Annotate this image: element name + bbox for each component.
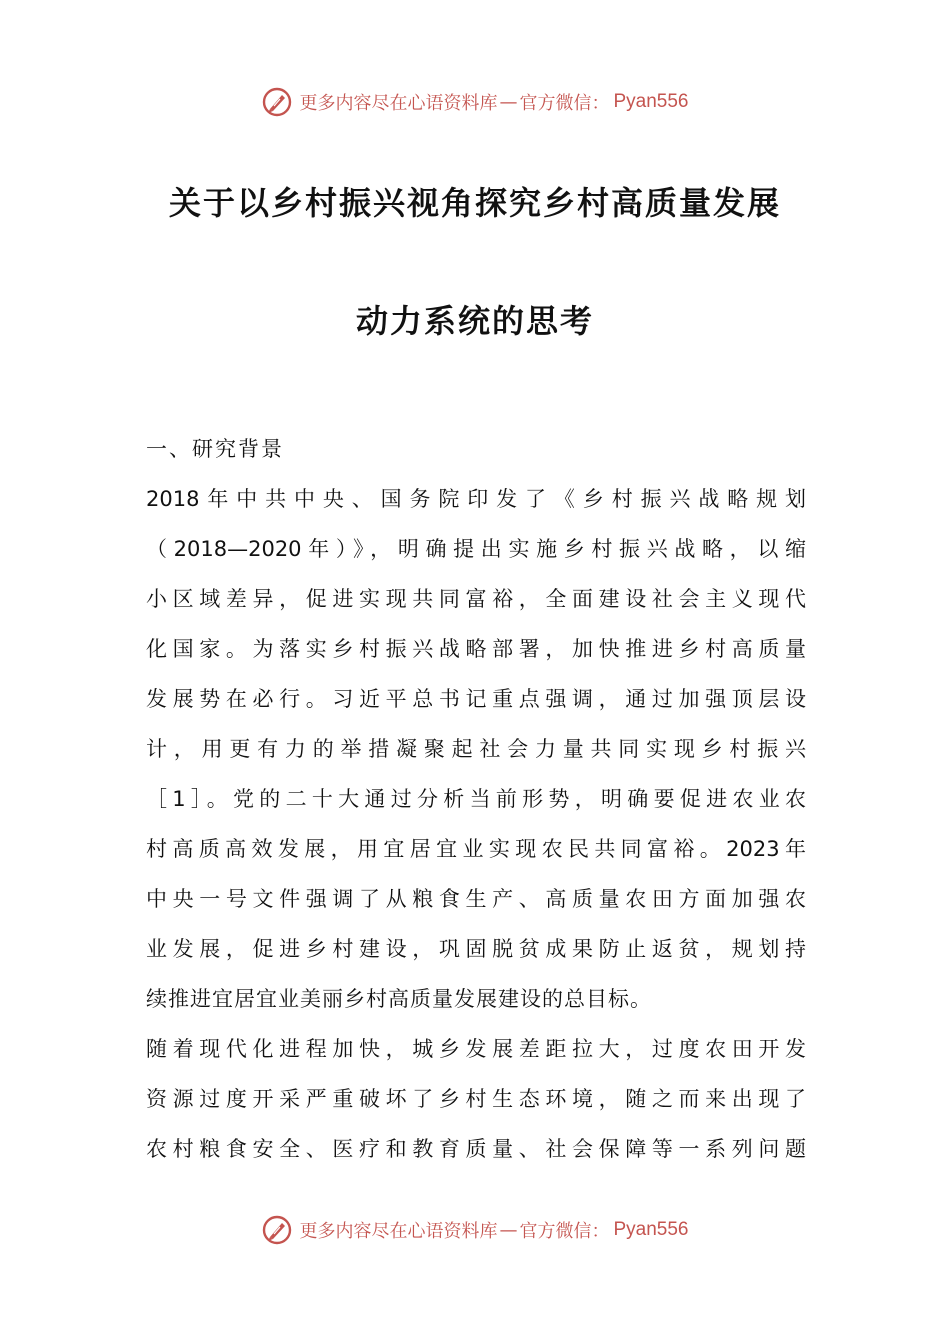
paragraph-1 — [146, 474, 806, 1024]
paragraph-line: 资源过度开采严重破坏了乡村生态环境，随之而来出现了 — [146, 1087, 806, 1111]
watermark-contact-label: 官方微信： — [519, 93, 610, 114]
watermark-text: 更多内容尽在心语资料库 — [299, 1221, 498, 1242]
paragraph-line: 中央一号文件强调了从粮食生产、高质量农田方面加强农 — [146, 887, 806, 911]
paragraph-line: 随着现代化进程加快，城乡发展差距拉大，过度农田开发 — [146, 1037, 806, 1061]
paragraph-line: 小区域差异，促进实现共同富裕，全面建设社会主义现代 — [146, 587, 806, 611]
paragraph-line: 化国家。为落实乡村振兴战略部署，加快推进乡村高质量 — [146, 637, 806, 661]
section-heading: 一、研究背景 — [146, 437, 284, 461]
header-watermark — [0, 82, 950, 122]
watermark-text: 更多内容尽在心语资料库 — [299, 93, 498, 114]
watermark-separator: — — [499, 1219, 518, 1241]
watermark-contact-id: Pyan556 — [613, 91, 689, 112]
paragraph-line: 续推进宜居宜业美丽乡村高质量发展建设的总目标。 — [146, 987, 652, 1011]
paragraph-line: 2018年中共中央、国务院印发了《乡村振兴战略规划 — [146, 487, 806, 511]
watermark-contact-label: 官方微信： — [519, 1221, 610, 1242]
pen-logo-icon — [261, 86, 293, 118]
paragraph-line: 计，用更有力的举措凝聚起社会力量共同实现乡村振兴 — [146, 737, 806, 761]
document-title-line-2: 动力系统的思考 — [355, 302, 594, 340]
paragraph-line: ［1］。党的二十大通过分析当前形势，明确要促进农业农 — [146, 787, 806, 811]
document-body — [146, 424, 806, 1174]
paragraph-line: 村高质高效发展，用宜居宜业实现农民共同富裕。2023年 — [146, 837, 806, 861]
footer-watermark — [0, 1210, 950, 1250]
paragraph-line: 业发展，促进乡村建设，巩固脱贫成果防止返贫，规划持 — [146, 937, 806, 961]
watermark-contact-id: Pyan556 — [613, 1219, 689, 1240]
paragraph-line: （2018—2020年）》，明确提出实施乡村振兴战略，以缩 — [146, 537, 806, 561]
paragraph-2 — [146, 1024, 806, 1174]
pen-logo-icon — [261, 1214, 293, 1246]
paragraph-line: 农村粮食安全、医疗和教育质量、社会保障等一系列问题 — [146, 1137, 806, 1161]
document-title-line-1: 关于以乡村振兴视角探究乡村高质量发展 — [168, 184, 781, 222]
paragraph-line: 发展势在必行。习近平总书记重点强调，通过加强顶层设 — [146, 687, 806, 711]
watermark-separator: — — [499, 91, 518, 113]
